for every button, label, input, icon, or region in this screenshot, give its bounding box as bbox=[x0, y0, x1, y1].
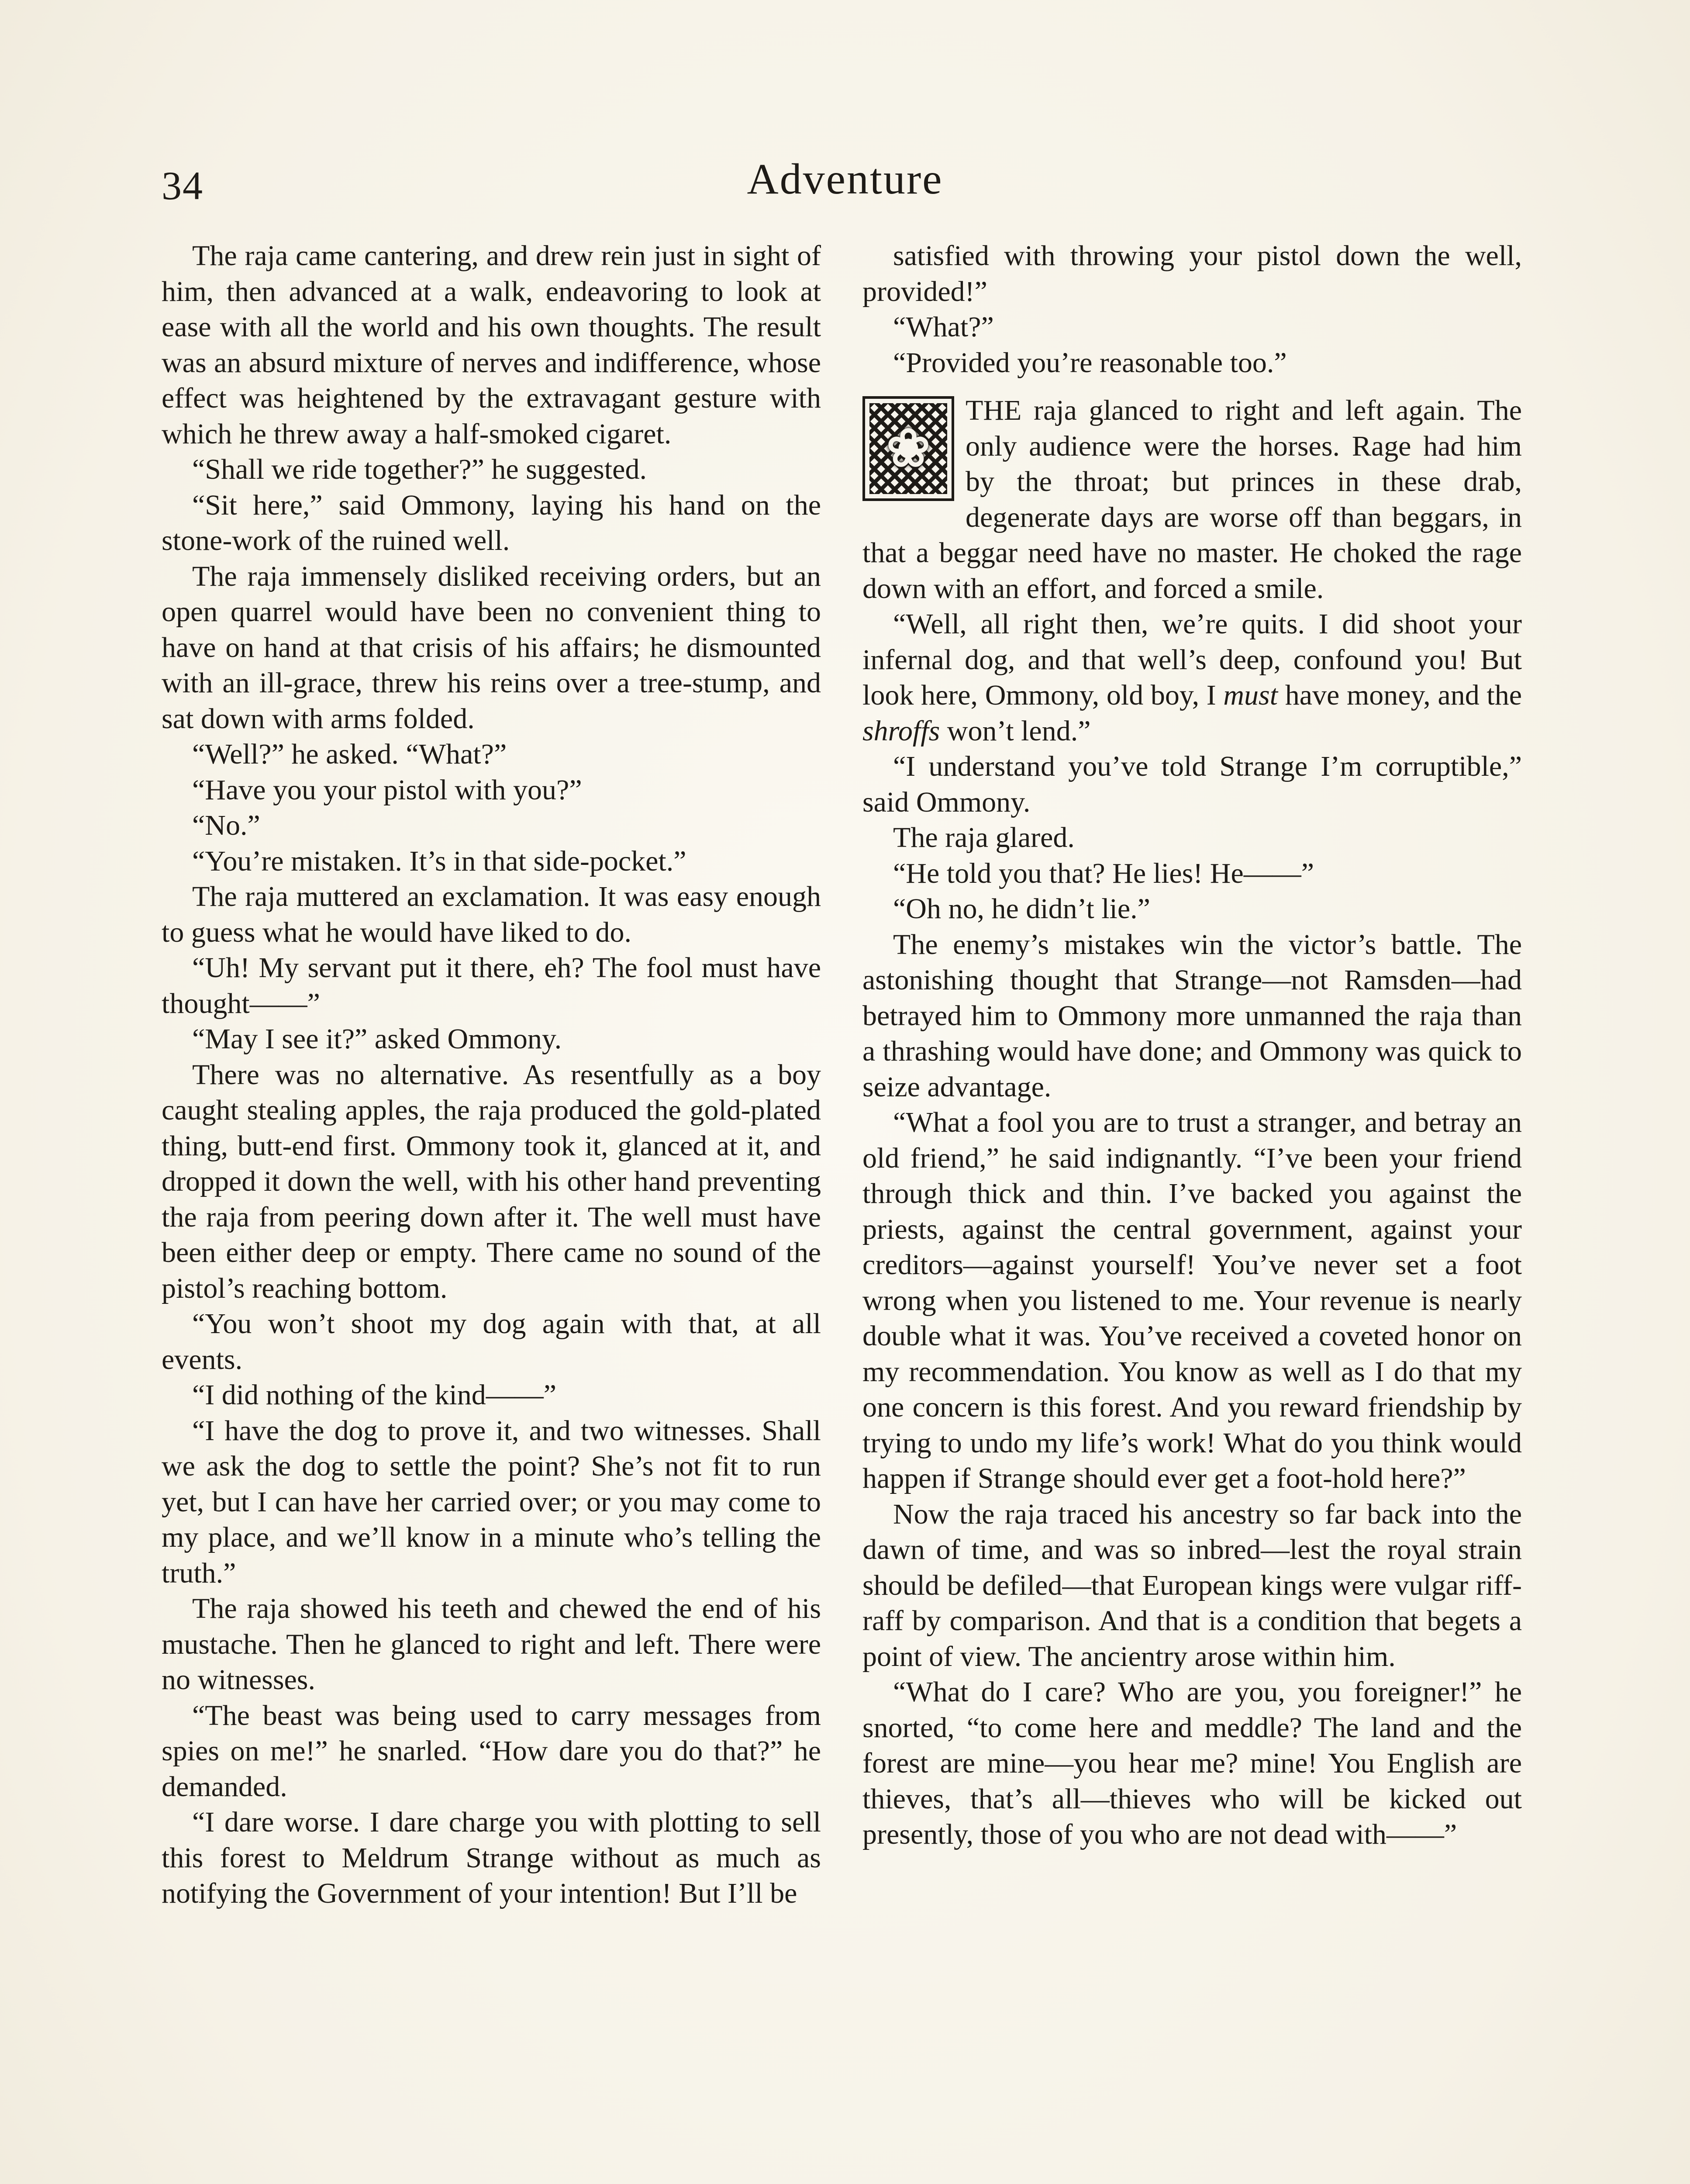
paragraph: The raja immensely disliked receiving orders, but an open quarrel would have been no convenient thing to have on hand at that crisis of his affairs; he dismounted with an ill-grace, threw his reins over a tree-stump, and sat down with arms folded. bbox=[162, 560, 821, 735]
paragraph: The enemy’s mistakes win the victor’s battle. The astonishing thought that Strange—not Ramsden—had betrayed him to Ommony more unmanned the raja than a thrashing would have done; and Ommony was quick to seize advantage. bbox=[862, 928, 1522, 1103]
paragraph: “What do I care? Who are you, you foreigner!” he snorted, “to come here and meddle? The land and the forest are mine—you hear me? mine! You English are thieves, that’s all—thieves who will be kicked out presently, those of you who are not dead with——” bbox=[862, 1676, 1522, 1850]
paragraph: “Oh no, he didn’t lie.” bbox=[893, 893, 1150, 925]
paragraph: “Well?” he asked. “What?” bbox=[192, 738, 507, 770]
ornament-glyph: ❀ bbox=[886, 419, 931, 478]
text-run: have money, and the bbox=[1278, 679, 1522, 711]
paragraph: There was no alternative. As resentfully as a boy caught stealing apples, the raja produced the gold-plated thing, butt-end first. Ommony took it, glanced at it, and dropped it down the well, with his other hand preventing the raja from peering down after it. The well must have been either deep or empty. There came no sound of the pistol’s reaching bottom. bbox=[162, 1058, 821, 1304]
paragraph: “You’re mistaken. It’s in that side-pocket.” bbox=[192, 845, 686, 877]
paragraph: The raja glared. bbox=[893, 822, 1075, 854]
paragraph: satisfied with throwing your pistol down the well, provided!” bbox=[862, 240, 1522, 308]
drop-cap-paragraph: THE raja glanced to right and left again. The only audience were the horses. Rage had him by the throat; but princes in these drab, degenerate days are worse off than beggars, in that a beggar need have no master. He choked the rage down with an effort, and forced a smile. bbox=[862, 394, 1522, 605]
right-column bbox=[862, 238, 1522, 2184]
paragraph: “The beast was being used to carry messages from spies on me!” he snarled. “How dare you do that?” he demanded. bbox=[162, 1699, 821, 1803]
text-run: won’t lend.” bbox=[940, 715, 1091, 747]
ornament-pattern bbox=[869, 403, 947, 494]
section-break bbox=[862, 380, 1522, 393]
left-column bbox=[162, 238, 821, 2184]
paragraph: “You won’t shoot my dog again with that, at all events. bbox=[162, 1308, 821, 1375]
emphasis: must bbox=[1223, 679, 1278, 711]
page-number: 34 bbox=[162, 163, 203, 208]
paragraph: The raja showed his teeth and chewed the end of his mustache. Then he glanced to right and left. There were no witnesses. bbox=[162, 1593, 821, 1696]
paragraph: “Provided you’re reasonable too.” bbox=[893, 346, 1287, 379]
paragraph: “Have you your pistol with you?” bbox=[192, 774, 582, 806]
paragraph: “I did nothing of the kind——” bbox=[192, 1379, 557, 1411]
page-header bbox=[162, 144, 1528, 214]
paragraph: Now the raja traced his ancestry so far back into the dawn of time, and was so inbred—lest the royal strain should be defiled—that European kings were vulgar riff-raff by comparison. And that is a condition that begets a point of view. The ancientry arose within him. bbox=[862, 1498, 1522, 1673]
paragraph: The raja muttered an exclamation. It was easy enough to guess what he would have liked to do. bbox=[162, 881, 821, 948]
paragraph: “I understand you’ve told Strange I’m corruptible,” said Ommony. bbox=[862, 750, 1522, 818]
paragraph: “He told you that? He lies! He——” bbox=[893, 857, 1314, 889]
drop-cap-ornament bbox=[862, 396, 954, 501]
paragraph: “What a fool you are to trust a stranger, and betray an old friend,” he said indignantly. “I’ve been your friend through thick and thin. I’ve backed you against the priests, against the central government, against your creditors—against yourself! You’ve never set a foot wrong when you listened to me. Your revenue is nearly double what it was. You’ve received a coveted honor on my recommendation. You know as well as I do that my one concern is this forest. And you reward friendship by trying to undo my life’s work! What do you think would happen if Strange should ever get a foot-hold here?” bbox=[862, 1106, 1522, 1494]
running-title: Adventure bbox=[747, 155, 943, 203]
emphasis: shroffs bbox=[862, 715, 940, 747]
text-run: “Well, all right then, we’re quits. I did shoot your infernal dog, and that well’s deep, confound you! But look here, Ommony, old boy, I bbox=[862, 608, 1522, 711]
paragraph: “No.” bbox=[192, 809, 260, 841]
paragraph: “I have the dog to prove it, and two witnesses. Shall we ask the dog to settle the point? She’s not fit to run yet, but I can have her carried over; or you may come to my place, and we’ll know in a minute who’s telling the truth.” bbox=[162, 1414, 821, 1589]
paragraph: “Uh! My servant put it there, eh? The fool must have thought——” bbox=[162, 952, 821, 1019]
paragraph bbox=[862, 606, 1522, 749]
paragraph: “What?” bbox=[893, 311, 994, 343]
paragraph: “Sit here,” said Ommony, laying his hand on the stone-work of the ruined well. bbox=[162, 489, 821, 556]
paragraph: “I dare worse. I dare charge you with plotting to sell this forest to Meldrum Strange without as much as notifying the Government of your intention! But I’ll be bbox=[162, 1806, 821, 1909]
paragraph: “Shall we ride together?” he suggested. bbox=[192, 453, 647, 485]
paragraph: The raja came cantering, and drew rein just in sight of him, then advanced at a walk, endeavoring to look at ease with all the world and his own thoughts. The result was an absurd mixture of nerves and indifference, whose effect was heightened by the extravagant gesture with which he threw away a half-smoked cigaret. bbox=[162, 240, 821, 450]
paragraph: “May I see it?” asked Ommony. bbox=[192, 1023, 562, 1055]
